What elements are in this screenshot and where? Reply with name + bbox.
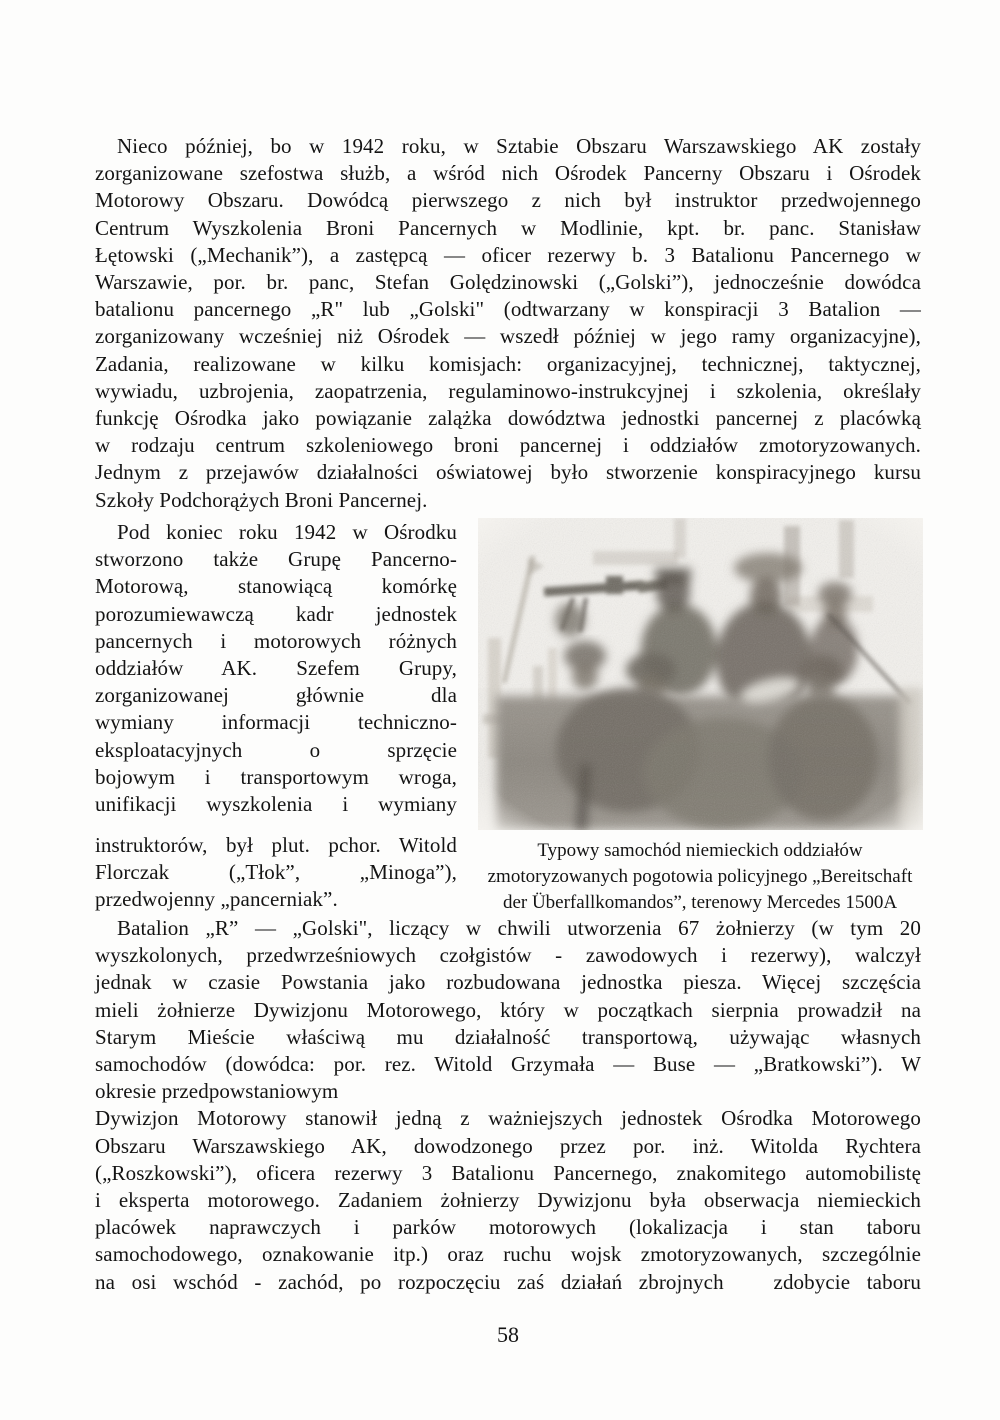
text-line: Obszaru Warszawskiego AK, dowodzonego przez por. inż. Witolda Rychtera <box>95 1133 921 1158</box>
text-line: oddziałów AK. Szefem Grupy, <box>95 656 457 681</box>
text-line: na osi wschód - zachód, po rozpoczęciu zaś działań zbrojnych zdobycie taboru <box>95 1269 921 1294</box>
text-line: zorganizowanej głównie dla <box>95 683 457 708</box>
text-line: Zadania, realizowane w kilku komisjach: organizacyjnej, technicznej, taktycznej, <box>95 351 921 376</box>
text-line: Florczak („Tłok”, „Minoga”), <box>95 860 457 885</box>
text-line: porozumiewawczą kadr jednostek <box>95 601 457 626</box>
paragraph-left-column-bottom <box>95 832 457 914</box>
text-line: okresie przedpowstaniowym <box>95 1079 339 1104</box>
text-line: Jednym z przejawów działalności oświatowej było stworzenie konspiracyjnego kursu <box>95 460 921 485</box>
text-line: i eksperta motorowego. Zadaniem żołnierzy Dywizjonu była obserwacja niemieckich <box>95 1188 921 1213</box>
photo-illustration <box>478 518 923 830</box>
text-line: instruktorów, był plut. pchor. Witold <box>95 833 457 857</box>
text-line: Nieco później, bo w 1942 roku, w Sztabie Obszaru Warszawskiego AK zostały <box>117 134 921 158</box>
text-line: funkcję Ośrodka jako powiązanie zalążka dowództwa jednostki pancernej z placówką <box>95 406 921 431</box>
text-line: wymiany informacji techniczno- <box>95 710 457 735</box>
text-line: Centrum Wyszkolenia Broni Pancernych w Modlinie, kpt. br. panc. Stanisław <box>95 215 921 240</box>
page-number: 58 <box>497 1322 519 1347</box>
text-line: stworzono także Grupę Pancerno- <box>95 547 457 572</box>
text-line: samochodów (dowódca: por. rez. Witold Grzymała — Buse — „Bratkowski”). W <box>95 1052 921 1077</box>
text-line: der Überfallkomandos”, terenowy Mercedes 1500A <box>502 892 898 913</box>
text-line: Batalion „R” — „Golski", liczący w chwili utworzenia 67 żołnierzy (w tym 20 <box>117 916 921 940</box>
text-line: („Roszkowski”), oficera rezerwy 3 Batalionu Pancernego, znakomitego automobilistę <box>95 1160 921 1185</box>
text-line: unifikacji wyszkolenia i wymiany <box>95 792 457 817</box>
text-line: Łętowski („Mechanik”), a zastępcą — oficer rezerwy b. 3 Batalionu Pancernego w <box>95 242 921 267</box>
text-line: pancernych i motorowych różnych <box>95 628 457 653</box>
paragraph-left-column-top <box>95 519 457 818</box>
text-line: bojowym i transportowym wroga, <box>95 764 457 789</box>
text-line: Motorowy Obszaru. Dowódcą pierwszego z nich był instruktor przedwojennego <box>95 188 921 213</box>
text-line: zorganizowany wcześniej niż Ośrodek — wszedł później w jego ramy organizacyjne), <box>95 324 921 349</box>
text-line: Warszawie, por. br. panc, Stefan Golędzinowski („Golski”), jednocześnie dowódca <box>95 270 921 295</box>
text-line: eksploatacyjnych o sprzęcie <box>95 737 457 762</box>
text-line: mieli żołnierze Dywizjonu Motorowego, który w początkach sierpnia prowadził na <box>95 997 921 1022</box>
text-line: wywiadu, uzbrojenia, zaopatrzenia, regulaminowo-instrukcyjnej i szkolenia, określały <box>95 378 921 403</box>
text-line: przedwojenny „pancerniak”. <box>95 887 338 912</box>
photo-soldiers-in-truck <box>478 518 923 830</box>
text-line: zorganizowane szefostwa służb, a wśród nich Ośrodek Pancerny Obszaru i Ośrodek <box>95 161 921 186</box>
text-line: wyszkolonych, przedwrześniowych czołgistów - zawodowych i rezerwy), walczył <box>95 943 921 968</box>
text-line: jednak w czasie Powstania jako rozbudowana jednostka piesza. Więcej szczęścia <box>95 970 921 995</box>
text-line: Dywizjon Motorowy stanowił jedną z ważniejszych jednostek Ośrodka Motorowego <box>95 1106 921 1131</box>
text-line: Pod koniec roku 1942 w Ośrodku <box>117 520 457 544</box>
paragraph-batalion <box>95 915 921 1105</box>
paragraph-intro <box>95 133 921 514</box>
text-line: batalionu pancernego „R" lub „Golski" (odtwarzany w konspiracji 3 Batalion — <box>95 297 921 322</box>
photo-caption <box>460 838 940 916</box>
text-line: Starym Mieście właściwą mu działalność transportową, używając własnych <box>95 1024 921 1049</box>
text-line: zmotoryzowanych pogotowia policyjnego „Bereitschaft <box>487 866 913 887</box>
text-line: samochodowego, oznakowanie itp.) oraz ruchu wojsk zmotoryzowanych, szczególnie <box>95 1242 921 1267</box>
text-line: Motorową, stanowiącą komórkę <box>95 574 457 599</box>
text-line: Szkoły Podchorążych Broni Pancernej. <box>95 487 428 512</box>
text-line: w rodzaju centrum szkoleniowego broni pancernej i oddziałów zmotoryzowanych. <box>95 433 921 458</box>
paragraph-dywizjon <box>95 1105 921 1295</box>
text-line: placówek naprawczych i parków motorowych (lokalizacja i stan taboru <box>95 1215 921 1240</box>
text-line: Typowy samochód niemieckich oddziałów <box>537 840 863 861</box>
